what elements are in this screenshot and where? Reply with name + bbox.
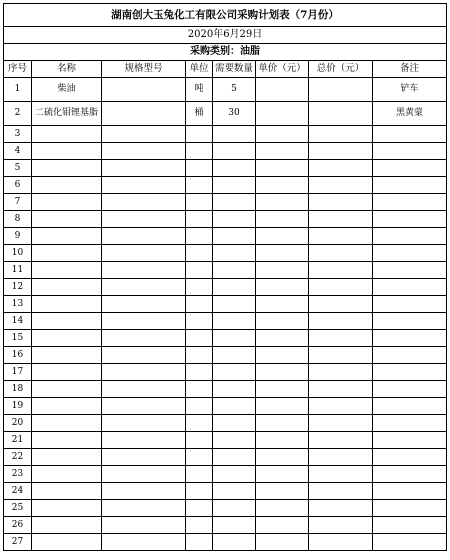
- item-note: [373, 415, 447, 432]
- item-name: [32, 364, 102, 381]
- item-note: [373, 432, 447, 449]
- item-note: [373, 364, 447, 381]
- item-price: [256, 347, 309, 364]
- header-unit: 单位: [186, 61, 213, 78]
- table-row: [4, 245, 447, 262]
- item-price: [256, 279, 309, 296]
- item-unit: [186, 483, 213, 500]
- item-name: [32, 160, 102, 177]
- row-number: 25: [4, 500, 32, 517]
- table-row: [4, 432, 447, 449]
- table-row: [4, 262, 447, 279]
- purchase-category: 采购类别：油脂: [4, 44, 447, 61]
- item-qty: [213, 432, 256, 449]
- item-total: [309, 415, 373, 432]
- item-qty: [213, 517, 256, 534]
- item-spec: [102, 126, 186, 143]
- item-unit: [186, 364, 213, 381]
- item-price: [256, 432, 309, 449]
- item-price: [256, 211, 309, 228]
- item-spec: [102, 534, 186, 551]
- item-qty: [213, 296, 256, 313]
- item-total: [309, 245, 373, 262]
- item-qty: [213, 228, 256, 245]
- item-qty: [213, 449, 256, 466]
- item-qty: [213, 347, 256, 364]
- item-total: [309, 211, 373, 228]
- row-number: 17: [4, 364, 32, 381]
- item-unit: [186, 245, 213, 262]
- item-total: [309, 500, 373, 517]
- item-unit: [186, 160, 213, 177]
- item-qty: [213, 466, 256, 483]
- item-price: [256, 102, 309, 126]
- item-total: [309, 228, 373, 245]
- item-name: [32, 143, 102, 160]
- item-name: [32, 177, 102, 194]
- header-row: [4, 61, 447, 78]
- item-price: [256, 415, 309, 432]
- item-unit: [186, 398, 213, 415]
- item-qty: 5: [213, 78, 256, 102]
- item-qty: [213, 500, 256, 517]
- item-name: [32, 483, 102, 500]
- item-total: [309, 483, 373, 500]
- item-qty: [213, 330, 256, 347]
- item-note: [373, 517, 447, 534]
- item-spec: [102, 78, 186, 102]
- item-price: [256, 296, 309, 313]
- item-spec: [102, 364, 186, 381]
- row-number: 16: [4, 347, 32, 364]
- item-spec: [102, 160, 186, 177]
- item-unit: [186, 313, 213, 330]
- item-qty: [213, 483, 256, 500]
- item-qty: [213, 381, 256, 398]
- header-spec: 规格型号: [102, 61, 186, 78]
- item-spec: [102, 143, 186, 160]
- item-unit: [186, 534, 213, 551]
- item-spec: [102, 449, 186, 466]
- item-note: [373, 126, 447, 143]
- row-number: 15: [4, 330, 32, 347]
- item-total: [309, 517, 373, 534]
- item-spec: [102, 500, 186, 517]
- item-spec: [102, 381, 186, 398]
- table-row: [4, 126, 447, 143]
- item-total: [309, 330, 373, 347]
- item-name: [32, 262, 102, 279]
- table-row: [4, 313, 447, 330]
- item-unit: [186, 432, 213, 449]
- item-total: [309, 177, 373, 194]
- table-row: [4, 78, 447, 102]
- item-price: [256, 262, 309, 279]
- item-unit: [186, 228, 213, 245]
- item-name: [32, 534, 102, 551]
- table-row: [4, 364, 447, 381]
- item-note: [373, 228, 447, 245]
- item-name: [32, 228, 102, 245]
- item-spec: [102, 279, 186, 296]
- item-price: [256, 126, 309, 143]
- item-name: [32, 381, 102, 398]
- item-name: 柴油: [32, 78, 102, 102]
- item-note: [373, 245, 447, 262]
- item-name: [32, 194, 102, 211]
- item-name: [32, 415, 102, 432]
- row-number: 13: [4, 296, 32, 313]
- item-price: [256, 534, 309, 551]
- item-price: [256, 500, 309, 517]
- item-price: [256, 78, 309, 102]
- item-unit: 吨: [186, 78, 213, 102]
- item-name: [32, 500, 102, 517]
- item-unit: [186, 262, 213, 279]
- item-price: [256, 466, 309, 483]
- item-note: [373, 279, 447, 296]
- row-number: 26: [4, 517, 32, 534]
- item-qty: [213, 534, 256, 551]
- item-total: [309, 398, 373, 415]
- item-spec: [102, 211, 186, 228]
- item-price: [256, 194, 309, 211]
- item-unit: [186, 296, 213, 313]
- item-total: [309, 364, 373, 381]
- item-total: [309, 449, 373, 466]
- row-number: 14: [4, 313, 32, 330]
- item-spec: [102, 296, 186, 313]
- item-name: 二硫化钼锂基脂: [32, 102, 102, 126]
- item-total: [309, 381, 373, 398]
- row-number: 18: [4, 381, 32, 398]
- item-unit: [186, 143, 213, 160]
- item-name: [32, 466, 102, 483]
- item-unit: [186, 517, 213, 534]
- item-spec: [102, 228, 186, 245]
- row-number: 3: [4, 126, 32, 143]
- item-name: [32, 296, 102, 313]
- item-qty: [213, 279, 256, 296]
- row-number: 10: [4, 245, 32, 262]
- item-spec: [102, 194, 186, 211]
- item-note: [373, 483, 447, 500]
- item-spec: [102, 102, 186, 126]
- item-name: [32, 517, 102, 534]
- table-row: [4, 279, 447, 296]
- item-price: [256, 381, 309, 398]
- item-total: [309, 534, 373, 551]
- item-unit: [186, 194, 213, 211]
- item-name: [32, 126, 102, 143]
- item-note: 黑黄蒙: [373, 102, 447, 126]
- table-row: [4, 160, 447, 177]
- item-price: [256, 228, 309, 245]
- table-row: [4, 330, 447, 347]
- item-name: [32, 313, 102, 330]
- item-price: [256, 517, 309, 534]
- item-price: [256, 143, 309, 160]
- table-row: [4, 177, 447, 194]
- item-price: [256, 245, 309, 262]
- header-name: 名称: [32, 61, 102, 78]
- item-name: [32, 211, 102, 228]
- item-spec: [102, 517, 186, 534]
- item-spec: [102, 262, 186, 279]
- item-price: [256, 330, 309, 347]
- item-spec: [102, 330, 186, 347]
- table-row: [4, 500, 447, 517]
- item-total: [309, 126, 373, 143]
- item-price: [256, 483, 309, 500]
- row-number: 27: [4, 534, 32, 551]
- item-spec: [102, 398, 186, 415]
- row-number: 8: [4, 211, 32, 228]
- item-note: [373, 449, 447, 466]
- item-qty: [213, 245, 256, 262]
- item-qty: 30: [213, 102, 256, 126]
- item-name: [32, 245, 102, 262]
- item-price: [256, 313, 309, 330]
- item-spec: [102, 177, 186, 194]
- item-price: [256, 160, 309, 177]
- item-qty: [213, 194, 256, 211]
- item-total: [309, 432, 373, 449]
- table-row: [4, 449, 447, 466]
- table-row: [4, 483, 447, 500]
- table-row: [4, 415, 447, 432]
- item-note: [373, 194, 447, 211]
- header-no: 序号: [4, 61, 32, 78]
- row-number: 23: [4, 466, 32, 483]
- item-qty: [213, 177, 256, 194]
- item-note: [373, 160, 447, 177]
- item-spec: [102, 466, 186, 483]
- item-unit: [186, 381, 213, 398]
- row-number: 20: [4, 415, 32, 432]
- item-total: [309, 262, 373, 279]
- item-note: [373, 330, 447, 347]
- item-spec: [102, 483, 186, 500]
- item-note: [373, 143, 447, 160]
- row-number: 9: [4, 228, 32, 245]
- row-number: 7: [4, 194, 32, 211]
- row-number: 2: [4, 102, 32, 126]
- row-number: 6: [4, 177, 32, 194]
- item-total: [309, 279, 373, 296]
- item-qty: [213, 262, 256, 279]
- item-qty: [213, 126, 256, 143]
- item-unit: [186, 126, 213, 143]
- item-unit: [186, 466, 213, 483]
- item-price: [256, 177, 309, 194]
- table-row: [4, 398, 447, 415]
- item-total: [309, 102, 373, 126]
- item-name: [32, 330, 102, 347]
- table-row: [4, 228, 447, 245]
- table-row: [4, 102, 447, 126]
- item-spec: [102, 432, 186, 449]
- row-number: 5: [4, 160, 32, 177]
- item-spec: [102, 347, 186, 364]
- item-total: [309, 143, 373, 160]
- item-price: [256, 398, 309, 415]
- item-qty: [213, 211, 256, 228]
- header-unit-price: 单价（元）: [256, 61, 309, 78]
- item-unit: [186, 500, 213, 517]
- item-qty: [213, 313, 256, 330]
- item-unit: [186, 449, 213, 466]
- item-total: [309, 313, 373, 330]
- item-unit: [186, 177, 213, 194]
- table-row: [4, 466, 447, 483]
- header-note: 备注: [373, 61, 447, 78]
- row-number: 11: [4, 262, 32, 279]
- item-unit: [186, 347, 213, 364]
- item-name: [32, 449, 102, 466]
- item-qty: [213, 160, 256, 177]
- item-price: [256, 364, 309, 381]
- row-number: 1: [4, 78, 32, 102]
- row-number: 24: [4, 483, 32, 500]
- item-name: [32, 279, 102, 296]
- header-total-price: 总价（元）: [309, 61, 373, 78]
- item-total: [309, 466, 373, 483]
- row-number: 22: [4, 449, 32, 466]
- item-unit: 桶: [186, 102, 213, 126]
- item-spec: [102, 415, 186, 432]
- row-number: 4: [4, 143, 32, 160]
- table-row: [4, 381, 447, 398]
- item-unit: [186, 330, 213, 347]
- item-name: [32, 398, 102, 415]
- item-note: [373, 534, 447, 551]
- item-name: [32, 347, 102, 364]
- item-qty: [213, 415, 256, 432]
- table-row: [4, 296, 447, 313]
- item-unit: [186, 415, 213, 432]
- item-note: [373, 262, 447, 279]
- row-number: 19: [4, 398, 32, 415]
- item-note: [373, 313, 447, 330]
- table-row: [4, 143, 447, 160]
- item-price: [256, 449, 309, 466]
- item-qty: [213, 398, 256, 415]
- item-note: [373, 500, 447, 517]
- item-total: [309, 160, 373, 177]
- table-row: [4, 517, 447, 534]
- table-row: [4, 211, 447, 228]
- row-number: 12: [4, 279, 32, 296]
- item-name: [32, 432, 102, 449]
- item-spec: [102, 313, 186, 330]
- table-row: [4, 347, 447, 364]
- sheet-date: 2020年6月29日: [4, 27, 447, 44]
- item-total: [309, 347, 373, 364]
- item-note: [373, 296, 447, 313]
- header-qty: 需要数量: [213, 61, 256, 78]
- row-number: 21: [4, 432, 32, 449]
- item-note: [373, 177, 447, 194]
- item-total: [309, 296, 373, 313]
- item-qty: [213, 143, 256, 160]
- item-note: [373, 347, 447, 364]
- table-row: [4, 194, 447, 211]
- item-total: [309, 78, 373, 102]
- item-note: [373, 466, 447, 483]
- item-note: [373, 381, 447, 398]
- table-row: [4, 534, 447, 551]
- sheet-title: 湖南创大玉兔化工有限公司采购计划表（7月份）: [4, 4, 447, 27]
- item-unit: [186, 211, 213, 228]
- item-spec: [102, 245, 186, 262]
- item-note: [373, 211, 447, 228]
- item-qty: [213, 364, 256, 381]
- item-note: 铲车: [373, 78, 447, 102]
- item-note: [373, 398, 447, 415]
- item-total: [309, 194, 373, 211]
- procurement-plan-table: [3, 3, 447, 551]
- item-unit: [186, 279, 213, 296]
